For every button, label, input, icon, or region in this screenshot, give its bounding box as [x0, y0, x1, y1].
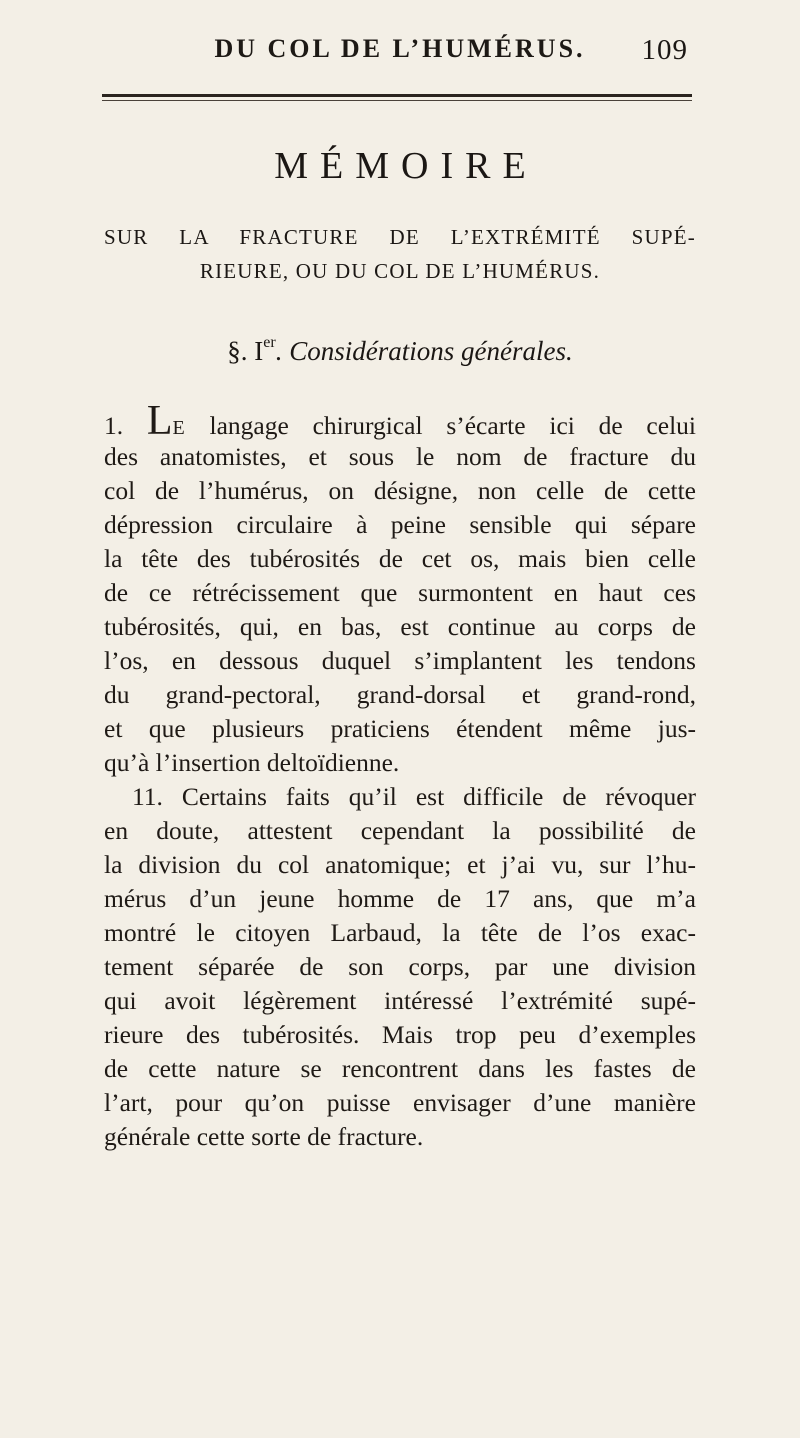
header-rule-thick — [102, 94, 692, 97]
section-superscript: er — [263, 334, 276, 351]
running-head — [0, 30, 800, 74]
text-line: du grand-pectoral, grand-dorsal et grand-rond, — [104, 680, 696, 709]
text-line: des anatomistes, et sous le nom de fracture du — [104, 442, 696, 471]
paragraph-1-first-line — [104, 398, 696, 444]
paragraph-2-first-line: 11. Certains faits qu’il est difficile de révoquer — [132, 782, 696, 811]
text-line: de cette nature se rencontrent dans les fastes de — [104, 1054, 696, 1083]
subtitle-line-1: SUR LA FRACTURE DE L’EXTRÉMITÉ SUPÉ- — [104, 225, 696, 249]
paragraph-1-number: 1. — [104, 411, 147, 440]
text-line: générale cette sorte de fracture. — [104, 1122, 424, 1151]
subtitle-line-2: RIEURE, OU DU COL DE L’HUMÉRUS. — [199, 259, 601, 283]
running-head-title: DU COL DE L’HUMÉRUS. — [214, 34, 586, 63]
drop-cap: L — [146, 398, 173, 444]
small-caps: E — [172, 417, 186, 439]
text-line: de ce rétrécissement que surmontent en haut ces — [104, 578, 696, 607]
text-line: tement séparée de son corps, par une division — [104, 952, 696, 981]
paragraph-1-first-rest: langage chirurgical s’écarte ici de celui — [185, 411, 696, 440]
text-line: col de l’humérus, on désigne, non celle de cette — [104, 476, 696, 505]
text-line: en doute, attestent cependant la possibilité de — [104, 816, 696, 845]
text-line: mérus d’un jeune homme de 17 ans, que m’a — [104, 884, 696, 913]
section-prefix: §. I — [227, 336, 264, 366]
text-line: montré le citoyen Larbaud, la tête de l’os exac- — [104, 918, 696, 947]
text-line: et que plusieurs praticiens étendent même jus- — [104, 714, 696, 743]
section-heading — [0, 336, 800, 367]
text-line: la tête des tubérosités de cet os, mais bien celle — [104, 544, 696, 573]
text-line: qu’à l’insertion deltoïdienne. — [104, 748, 400, 777]
text-line: l’os, en dessous duquel s’implantent les tendons — [104, 646, 696, 675]
text-line: tubérosités, qui, en bas, est continue au corps de — [104, 612, 696, 641]
text-line: rieure des tubérosités. Mais trop peu d’exemples — [104, 1020, 696, 1049]
memoir-subtitle — [104, 220, 696, 288]
text-line: la division du col anatomique; et j’ai vu, sur l’hu- — [104, 850, 696, 879]
text-line: dépression circulaire à peine sensible qui sépare — [104, 510, 696, 539]
page-number: 109 — [641, 34, 688, 66]
header-rule-thin — [102, 100, 692, 101]
section-title: . Considérations générales. — [275, 336, 573, 366]
text-line: l’art, pour qu’on puisse envisager d’une manière — [104, 1088, 696, 1117]
text-line: qui avoit légèrement intéressé l’extrémité supé- — [104, 986, 696, 1015]
memoir-title: MÉMOIRE — [274, 145, 538, 187]
body-text — [104, 398, 696, 1154]
